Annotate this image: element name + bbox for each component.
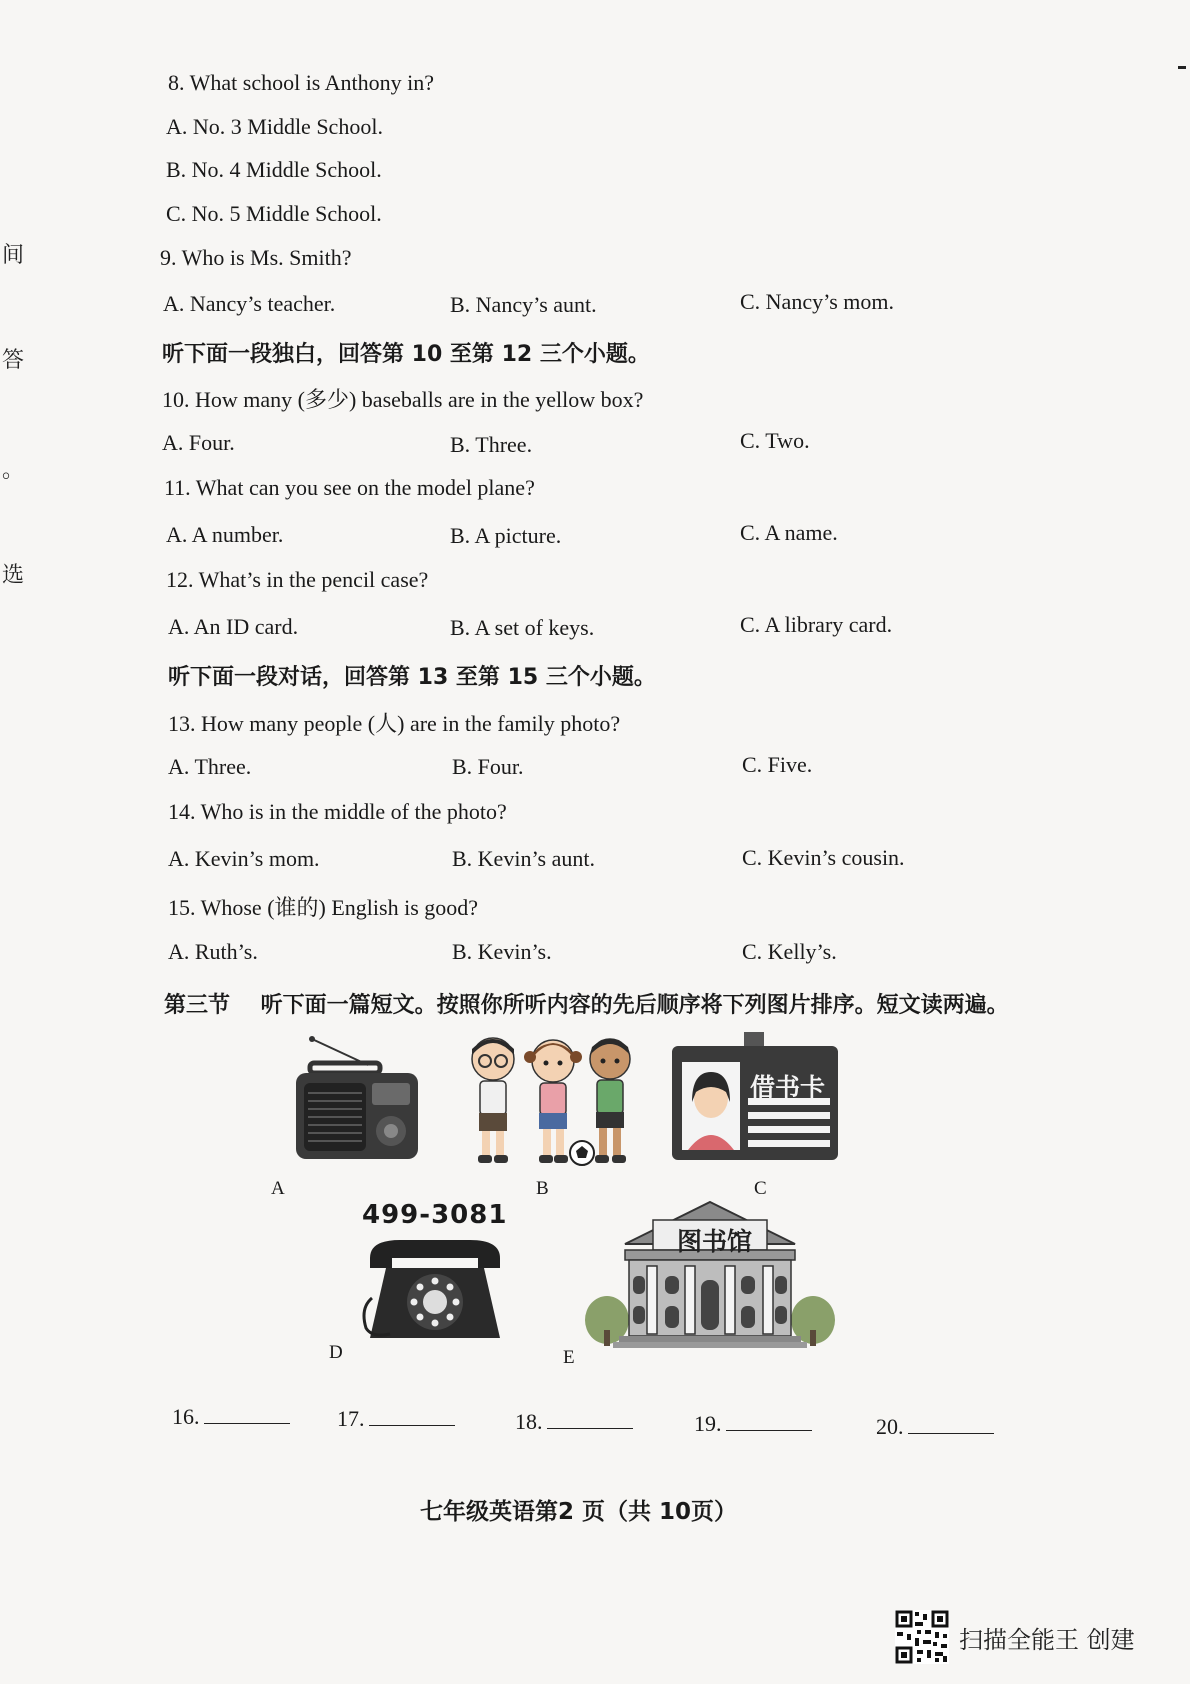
- scanner-watermark: [895, 1610, 1135, 1664]
- corner-mark: [1178, 66, 1186, 69]
- margin-char: 间: [2, 242, 25, 267]
- question-8: [168, 70, 434, 96]
- section-label: 第三节: [164, 993, 231, 1018]
- telephone-icon: [360, 1238, 510, 1340]
- question-text: Whose (谁的) English is good?: [200, 895, 479, 920]
- blank-line[interactable]: [908, 1413, 994, 1434]
- question-text: What school is Anthony in?: [189, 70, 435, 95]
- answer-blank-17[interactable]: [337, 1405, 455, 1432]
- margin-char: 。: [2, 457, 25, 482]
- question-15: [168, 891, 478, 922]
- option-12a: A. An ID card.: [168, 614, 299, 639]
- instruction-dialogue: 听下面一段对话，回答第 13 至第 15 三个小题。: [168, 665, 656, 690]
- question-14: [168, 799, 507, 825]
- picture-c-label: C: [754, 1178, 767, 1199]
- option-10a: A. Four.: [162, 430, 235, 455]
- question-9: [160, 245, 352, 271]
- section-3-heading: [164, 988, 1009, 1019]
- answer-blank-18[interactable]: [515, 1408, 633, 1435]
- margin-char: 选: [2, 562, 25, 587]
- question-number: 12.: [166, 567, 194, 592]
- option-8c: C. No. 5 Middle School.: [166, 201, 382, 226]
- question-number: 13.: [168, 711, 196, 736]
- option-10b: B. Three.: [450, 432, 533, 457]
- question-text: How many people (人) are in the family photo?: [201, 711, 621, 736]
- blank-line[interactable]: [547, 1408, 633, 1429]
- margin-char: 答: [2, 347, 25, 372]
- blank-number: 20.: [876, 1414, 904, 1439]
- question-12: [166, 567, 428, 593]
- option-14c: C. Kevin’s cousin.: [742, 845, 905, 870]
- option-15c: C. Kelly’s.: [742, 939, 837, 964]
- option-13b: B. Four.: [452, 754, 524, 779]
- scanner-text: 扫描全能王 创建: [959, 1625, 1135, 1654]
- option-10c: C. Two.: [740, 428, 810, 453]
- instruction-monologue: 听下面一段独白，回答第 10 至第 12 三个小题。: [162, 342, 650, 367]
- question-number: 11.: [164, 475, 191, 500]
- option-8b: B. No. 4 Middle School.: [166, 157, 382, 182]
- option-12b: B. A set of keys.: [450, 615, 595, 640]
- picture-d-label: D: [329, 1342, 343, 1363]
- option-13a: A. Three.: [168, 754, 252, 779]
- question-number: 9.: [160, 245, 177, 270]
- blank-number: 19.: [694, 1411, 722, 1436]
- option-11b: B. A picture.: [450, 523, 562, 548]
- option-9b: B. Nancy’s aunt.: [450, 292, 597, 317]
- picture-b-label: B: [536, 1178, 549, 1199]
- blank-number: 17.: [337, 1406, 365, 1431]
- option-15a: A. Ruth’s.: [168, 939, 258, 964]
- blank-number: 18.: [515, 1409, 543, 1434]
- option-13c: C. Five.: [742, 752, 813, 777]
- picture-a-label: A: [271, 1178, 285, 1199]
- answer-blank-16[interactable]: [172, 1403, 290, 1430]
- section-text: 听下面一篇短文。按照你所听内容的先后顺序将下列图片排序。短文读两遍。: [260, 993, 1009, 1018]
- phone-number: 499-3081: [362, 1200, 508, 1230]
- option-15b: B. Kevin’s.: [452, 939, 552, 964]
- radio-icon: [290, 1035, 425, 1165]
- question-number: 15.: [168, 895, 196, 920]
- blank-line[interactable]: [204, 1403, 290, 1424]
- option-9c: C. Nancy’s mom.: [740, 289, 894, 314]
- question-text: What can you see on the model plane?: [195, 475, 535, 500]
- option-11c: C. A name.: [740, 520, 838, 545]
- qr-code-icon: [895, 1610, 949, 1664]
- question-11: [164, 475, 535, 501]
- page-footer: 七年级英语第2 页（共 10页）: [420, 1499, 738, 1525]
- question-text: What’s in the pencil case?: [198, 567, 429, 592]
- option-14b: B. Kevin’s aunt.: [452, 846, 595, 871]
- question-text: Who is Ms. Smith?: [181, 245, 352, 270]
- blank-number: 16.: [172, 1404, 200, 1429]
- question-number: 14.: [168, 799, 196, 824]
- question-13: [168, 707, 620, 738]
- library-card-text: 借书卡: [750, 1073, 826, 1102]
- question-text: Who is in the middle of the photo?: [200, 799, 507, 824]
- library-sign-text: 图书馆: [677, 1227, 753, 1256]
- answer-blank-19[interactable]: [694, 1410, 812, 1437]
- option-12c: C. A library card.: [740, 612, 893, 637]
- blank-line[interactable]: [369, 1405, 455, 1426]
- children-icon: [460, 1035, 650, 1170]
- question-10: [162, 383, 643, 414]
- option-9a: A. Nancy’s teacher.: [163, 291, 336, 316]
- answer-blank-20[interactable]: [876, 1413, 994, 1440]
- option-8a: A. No. 3 Middle School.: [166, 114, 383, 139]
- option-11a: A. A number.: [166, 522, 284, 547]
- option-14a: A. Kevin’s mom.: [168, 846, 320, 871]
- question-number: 10.: [162, 387, 190, 412]
- blank-line[interactable]: [726, 1410, 812, 1431]
- question-number: 8.: [168, 70, 185, 95]
- picture-e-label: E: [563, 1347, 575, 1368]
- question-text: How many (多少) baseballs are in the yellow box?: [195, 387, 644, 412]
